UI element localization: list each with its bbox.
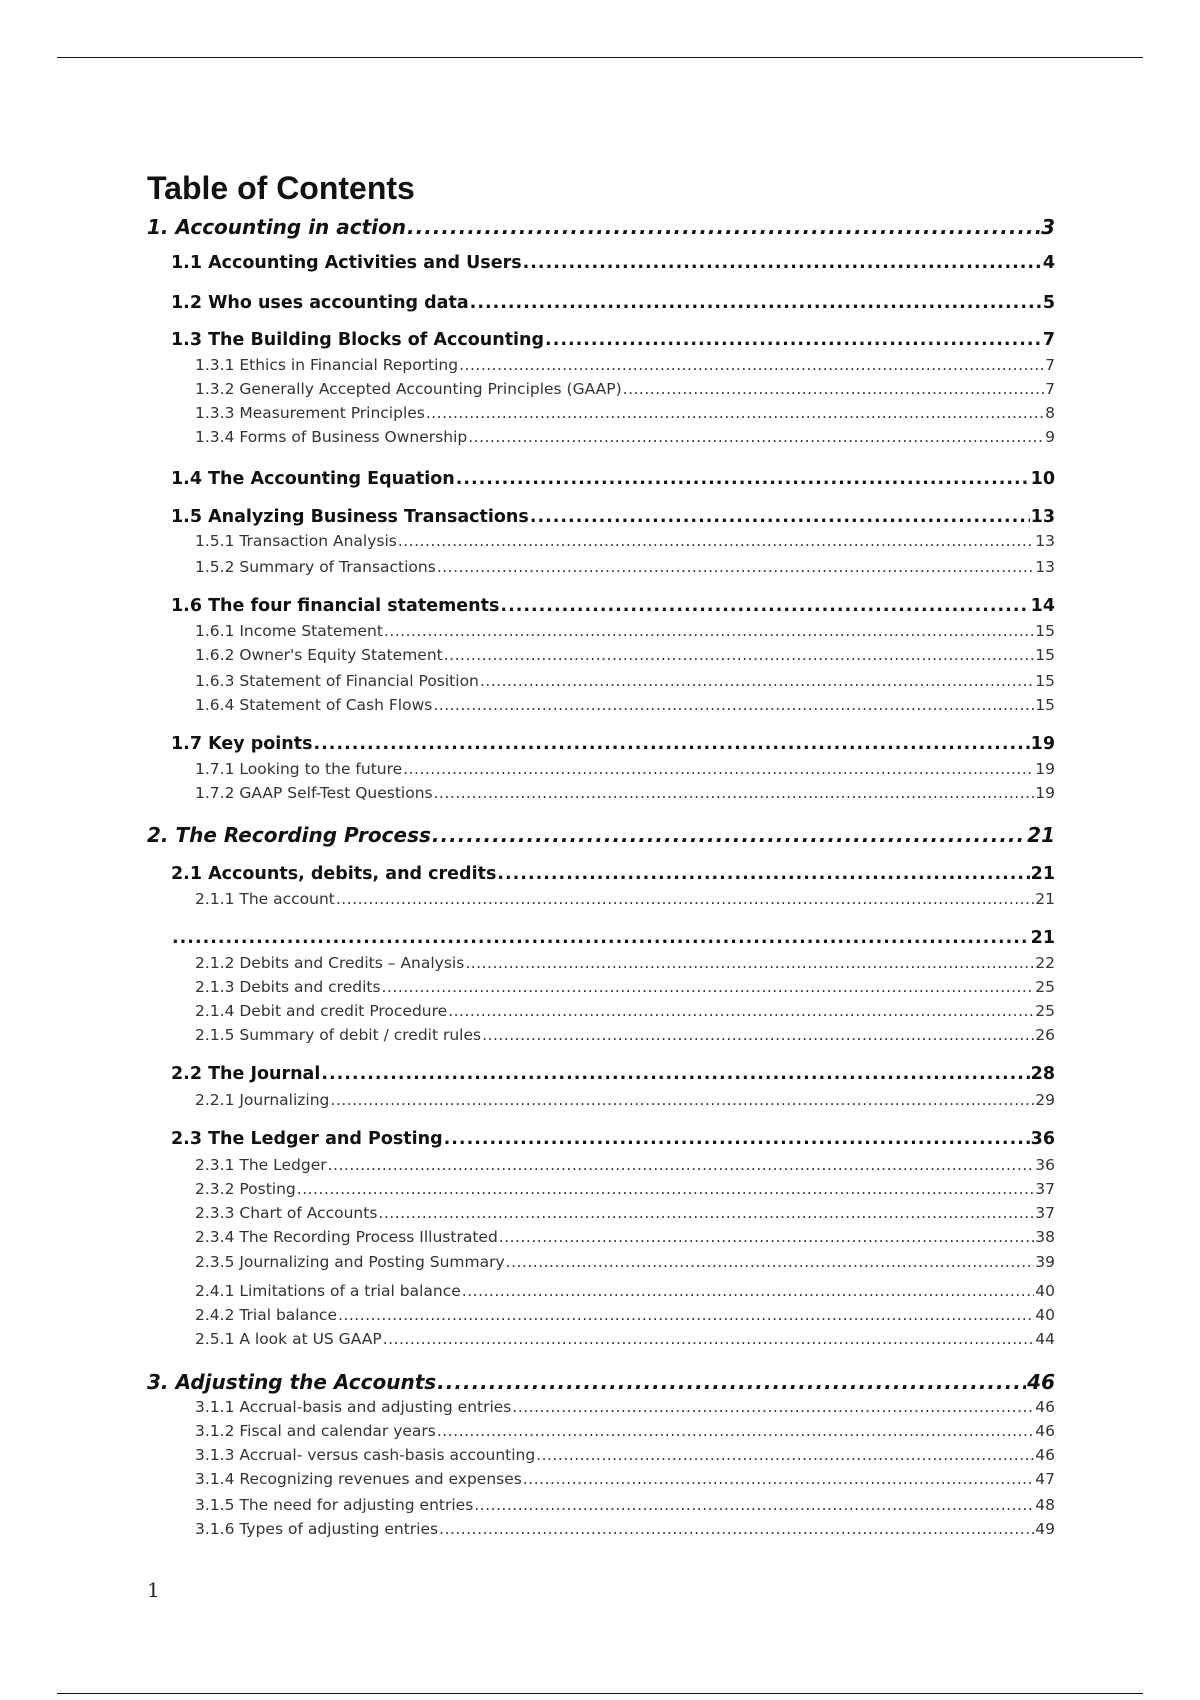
toc-entry-label: 1.6.2 Owner's Equity Statement — [195, 646, 443, 664]
toc-entry-label: 1.7 Key points — [171, 734, 313, 754]
toc-entry-level-2[interactable] — [171, 330, 1055, 350]
toc-dot-leader — [623, 380, 1044, 398]
toc-dot-leader — [468, 428, 1044, 446]
toc-entry-label: 1. Accounting in action — [147, 215, 407, 239]
toc-entry-page: 46 — [1035, 1422, 1055, 1440]
toc-entry-label: 3.1.4 Recognizing revenues and expenses — [195, 1470, 522, 1488]
toc-entry-level-3[interactable] — [195, 1398, 1055, 1416]
toc-entry-level-3[interactable] — [195, 672, 1055, 690]
toc-entry-label: 3.1.5 The need for adjusting entries — [195, 1496, 474, 1514]
toc-dot-leader — [403, 760, 1034, 778]
toc-dot-leader — [474, 1496, 1034, 1514]
toc-entry-label: 2.1.2 Debits and Credits – Analysis — [195, 954, 465, 972]
toc-entry-page: 13 — [1035, 558, 1055, 576]
toc-dot-leader — [470, 293, 1042, 313]
toc-dot-leader — [434, 784, 1035, 802]
toc-entry-level-2[interactable] — [171, 596, 1055, 616]
toc-entry-level-3[interactable] — [195, 760, 1055, 778]
toc-entry-level-3[interactable] — [195, 1422, 1055, 1440]
toc-entry-level-3[interactable] — [195, 380, 1055, 398]
toc-dot-leader — [497, 864, 1029, 884]
toc-entry-label: 2.3 The Ledger and Posting — [171, 1129, 443, 1149]
toc-entry-level-3[interactable] — [195, 1282, 1055, 1300]
toc-dot-leader — [297, 1180, 1035, 1198]
toc-entry-label: 1.5.1 Transaction Analysis — [195, 532, 397, 550]
toc-entry-page: 22 — [1035, 954, 1055, 972]
toc-entry-page: 19 — [1030, 734, 1055, 754]
toc-entry-label: 2.1.3 Debits and credits — [195, 978, 381, 996]
toc-entry-label: 2.4.2 Trial balance — [195, 1306, 337, 1324]
toc-entry-level-2[interactable] — [171, 469, 1055, 489]
toc-entry-label: 1.4 The Accounting Equation — [171, 469, 455, 489]
toc-entry-page: 15 — [1035, 672, 1055, 690]
toc-entry-page: 7 — [1045, 356, 1055, 374]
toc-entry-level-3[interactable] — [195, 646, 1055, 664]
toc-entry-label: 1.3.2 Generally Accepted Accounting Principles (GAAP) — [195, 380, 622, 398]
toc-entry-page: 46 — [1027, 1370, 1055, 1394]
toc-entry-label: 2. The Recording Process — [147, 823, 431, 847]
toc-dot-leader — [383, 1330, 1035, 1348]
toc-entry-label: 1.1 Accounting Activities and Users — [171, 253, 522, 273]
toc-entry-level-3[interactable] — [195, 1253, 1055, 1271]
toc-entry-page: 44 — [1035, 1330, 1055, 1348]
toc-entry-level-3[interactable] — [195, 1204, 1055, 1222]
toc-dot-leader — [336, 890, 1034, 908]
toc-dot-leader — [378, 1204, 1034, 1222]
toc-entry-page: 15 — [1035, 646, 1055, 664]
toc-entry-level-3[interactable] — [195, 1306, 1055, 1324]
toc-entry-level-3[interactable] — [195, 1470, 1055, 1488]
footer-rule — [57, 1693, 1143, 1694]
toc-dot-leader — [398, 532, 1034, 550]
toc-entry-label: 3.1.1 Accrual-basis and adjusting entries — [195, 1398, 512, 1416]
toc-entry-level-3[interactable] — [195, 978, 1055, 996]
toc-dot-leader — [465, 954, 1034, 972]
toc-entry-label: 2.3.4 The Recording Process Illustrated — [195, 1228, 498, 1246]
toc-entry-level-2[interactable] — [171, 1064, 1055, 1084]
toc-entry-level-3[interactable] — [195, 1446, 1055, 1464]
toc-entry-page: 36 — [1030, 1129, 1055, 1149]
toc-entry-page: 37 — [1035, 1180, 1055, 1198]
toc-entry-label: 2.1.4 Debit and credit Procedure — [195, 1002, 448, 1020]
toc-entry-level-3[interactable] — [195, 1496, 1055, 1514]
toc-entry-page: 4 — [1042, 253, 1055, 273]
toc-entry-page: 15 — [1035, 622, 1055, 640]
toc-entry-level-3[interactable] — [195, 1330, 1055, 1348]
toc-entry-label: 2.2.1 Journalizing — [195, 1091, 330, 1109]
toc-entry-label: 1.6.4 Statement of Cash Flows — [195, 696, 433, 714]
toc-entry-page: 36 — [1035, 1156, 1055, 1174]
toc-entry-page: 19 — [1035, 760, 1055, 778]
toc-entry-page: 5 — [1042, 293, 1055, 313]
toc-entry-level-3[interactable] — [195, 1228, 1055, 1246]
toc-entry-page: 7 — [1042, 330, 1055, 350]
toc-entry-label: 3. Adjusting the Accounts — [147, 1370, 437, 1394]
toc-entry-page: 28 — [1030, 1064, 1055, 1084]
toc-entry-level-2[interactable] — [171, 1129, 1055, 1149]
toc-entry-page: 38 — [1035, 1228, 1055, 1246]
toc-entry-page: 48 — [1035, 1496, 1055, 1514]
toc-dot-leader — [530, 507, 1030, 527]
toc-entry-label: 1.7.2 GAAP Self-Test Questions — [195, 784, 433, 802]
toc-entry-label: 2.3.1 The Ledger — [195, 1156, 327, 1174]
toc-entry-level-1[interactable] — [147, 823, 1055, 847]
toc-entry-level-3[interactable] — [195, 356, 1055, 374]
toc-dot-leader — [444, 1129, 1030, 1149]
toc-entry-label: 2.3.5 Journalizing and Posting Summary — [195, 1253, 505, 1271]
toc-entry-level-3[interactable] — [195, 1026, 1055, 1044]
toc-entry-level-3[interactable] — [195, 1520, 1055, 1538]
toc-dot-leader — [321, 1064, 1029, 1084]
toc-entry-page: 3 — [1041, 215, 1055, 239]
toc-entry-page: 9 — [1045, 428, 1055, 446]
toc-entry-page: 13 — [1035, 532, 1055, 550]
toc-dot-leader — [480, 672, 1034, 690]
toc-entry-label: 1.6.3 Statement of Financial Position — [195, 672, 479, 690]
toc-dot-leader — [330, 1091, 1034, 1109]
toc-entry-level-3[interactable] — [195, 1002, 1055, 1020]
toc-entry-page: 13 — [1030, 507, 1055, 527]
toc-entry-label: 1.6 The four financial statements — [171, 596, 500, 616]
toc-dot-leader — [444, 646, 1035, 664]
toc-entry-level-3[interactable] — [195, 558, 1055, 576]
toc-entry-page: 21 — [1027, 823, 1055, 847]
toc-entry-level-3[interactable] — [195, 1091, 1055, 1109]
toc-dot-leader — [437, 1422, 1034, 1440]
toc-dot-leader — [456, 469, 1030, 489]
toc-dot-leader — [328, 1156, 1035, 1174]
toc-dot-leader — [433, 696, 1034, 714]
toc-dot-leader — [384, 622, 1034, 640]
toc-entry-page: 8 — [1045, 404, 1055, 422]
toc-entry-label: 2.1.5 Summary of debit / credit rules — [195, 1026, 482, 1044]
toc-entry-label: 3.1.3 Accrual- versus cash-basis accounting — [195, 1446, 536, 1464]
toc-dot-leader — [512, 1398, 1034, 1416]
toc-entry-level-2[interactable] — [171, 253, 1055, 273]
toc-dot-leader — [439, 1520, 1034, 1538]
page-number: 1 — [147, 1578, 160, 1602]
toc-entry-page: 7 — [1045, 380, 1055, 398]
toc-entry-page: 37 — [1035, 1204, 1055, 1222]
toc-entry-level-3[interactable] — [195, 696, 1055, 714]
toc-entry-label: 1.5.2 Summary of Transactions — [195, 558, 436, 576]
toc-entry-page: 40 — [1035, 1282, 1055, 1300]
toc-entry-label: 1.3.4 Forms of Business Ownership — [195, 428, 468, 446]
toc-entry-level-3[interactable] — [195, 622, 1055, 640]
toc-entry-level-3[interactable] — [195, 890, 1055, 908]
toc-entry-level-2[interactable] — [171, 293, 1055, 313]
toc-dot-leader — [523, 1470, 1034, 1488]
toc-dot-leader — [462, 1282, 1034, 1300]
toc-dot-leader — [432, 823, 1026, 847]
toc-dot-leader — [407, 215, 1040, 239]
toc-dot-leader — [448, 1002, 1034, 1020]
toc-entry-level-1[interactable] — [147, 1370, 1055, 1394]
toc-entry-page: 10 — [1030, 469, 1055, 489]
toc-entry-level-1[interactable] — [147, 215, 1055, 239]
toc-entry-level-2[interactable] — [171, 507, 1055, 527]
toc-dot-leader — [459, 356, 1044, 374]
toc-dot-leader — [523, 253, 1042, 273]
toc-entry-label: 2.1 Accounts, debits, and credits — [171, 864, 497, 884]
toc-dot-leader — [482, 1026, 1034, 1044]
toc-entry-label: 2.4.1 Limitations of a trial balance — [195, 1282, 461, 1300]
toc-dot-leader — [382, 978, 1035, 996]
toc-entry-label: 1.7.1 Looking to the future — [195, 760, 403, 778]
toc-entry-page: 21 — [1035, 890, 1055, 908]
toc-entry-label: 1.2 Who uses accounting data — [171, 293, 469, 313]
toc-entry-page: 40 — [1035, 1306, 1055, 1324]
toc-dot-leader — [338, 1306, 1034, 1324]
toc-entry-page: 46 — [1035, 1446, 1055, 1464]
toc-entry-level-2[interactable] — [171, 734, 1055, 754]
toc-entry-label: 3.1.2 Fiscal and calendar years — [195, 1422, 436, 1440]
toc-entry-label: 2.1.1 The account — [195, 890, 335, 908]
toc-dot-leader — [437, 1370, 1026, 1394]
toc-dot-leader — [437, 558, 1034, 576]
toc-dot-leader — [536, 1446, 1034, 1464]
toc-entry-page: 21 — [1030, 928, 1055, 948]
toc-dot-leader — [499, 1228, 1034, 1246]
toc-dot-leader — [500, 596, 1029, 616]
toc-dot-leader — [314, 734, 1030, 754]
toc-entry-page: 49 — [1035, 1520, 1055, 1538]
toc-entry-level-2[interactable] — [171, 928, 1055, 948]
toc-entry-page: 47 — [1035, 1470, 1055, 1488]
toc-entry-page: 26 — [1035, 1026, 1055, 1044]
toc-entry-page: 39 — [1035, 1253, 1055, 1271]
toc-entry-level-3[interactable] — [195, 428, 1055, 446]
toc-entry-label: 2.5.1 A look at US GAAP — [195, 1330, 382, 1348]
toc-entry-level-2[interactable] — [171, 864, 1055, 884]
toc-entry-page: 25 — [1035, 978, 1055, 996]
toc-entry-level-3[interactable] — [195, 1180, 1055, 1198]
toc-entry-level-3[interactable] — [195, 954, 1055, 972]
header-rule — [57, 57, 1143, 58]
toc-dot-leader — [172, 928, 1030, 948]
toc-entry-page: 21 — [1030, 864, 1055, 884]
toc-entry-label: 1.3.3 Measurement Principles — [195, 404, 425, 422]
toc-entry-page: 46 — [1035, 1398, 1055, 1416]
toc-dot-leader — [545, 330, 1042, 350]
toc-entry-page: 19 — [1035, 784, 1055, 802]
page-title: Table of Contents — [147, 170, 415, 206]
toc-entry-label: 1.3 The Building Blocks of Accounting — [171, 330, 545, 350]
toc-entry-level-3[interactable] — [195, 1156, 1055, 1174]
toc-entry-level-3[interactable] — [195, 404, 1055, 422]
toc-entry-label: 1.6.1 Income Statement — [195, 622, 383, 640]
toc-dot-leader — [426, 404, 1044, 422]
toc-entry-page: 25 — [1035, 1002, 1055, 1020]
toc-entry-label: 2.2 The Journal — [171, 1064, 321, 1084]
toc-entry-level-3[interactable] — [195, 532, 1055, 550]
toc-entry-page: 14 — [1030, 596, 1055, 616]
toc-entry-page: 29 — [1035, 1091, 1055, 1109]
toc-entry-label: 2.3.2 Posting — [195, 1180, 296, 1198]
toc-entry-label: 1.5 Analyzing Business Transactions — [171, 507, 529, 527]
toc-entry-label: 1.3.1 Ethics in Financial Reporting — [195, 356, 459, 374]
toc-entry-label: 2.3.3 Chart of Accounts — [195, 1204, 378, 1222]
toc-entry-level-3[interactable] — [195, 784, 1055, 802]
toc-entry-label: 3.1.6 Types of adjusting entries — [195, 1520, 439, 1538]
toc-dot-leader — [506, 1253, 1035, 1271]
toc-entry-page: 15 — [1035, 696, 1055, 714]
